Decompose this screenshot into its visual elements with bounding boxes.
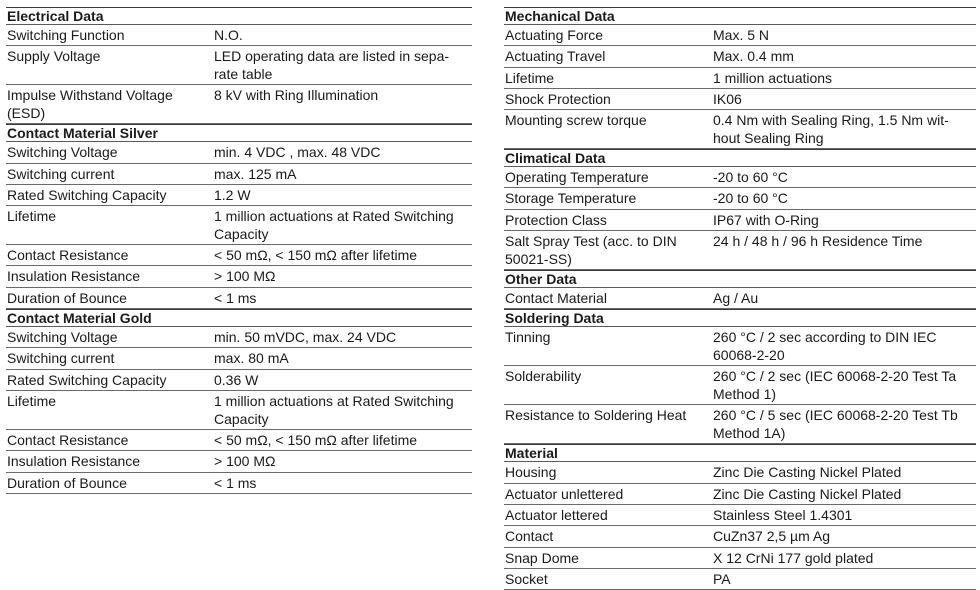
spec-value: -20 to 60 °C	[713, 169, 788, 186]
spec-value: Max. 0.4 mm	[713, 48, 794, 65]
spec-row	[6, 164, 472, 185]
spec-value: 1.2 W	[214, 186, 251, 203]
spec-label: Actuator unlettered	[505, 485, 624, 502]
spec-row	[504, 569, 976, 590]
spec-row	[504, 484, 976, 505]
spec-label: Rated Switching Capacity	[7, 371, 167, 388]
spec-label: Impulse Withstand Voltage (ESD)	[7, 87, 173, 122]
spec-value: -20 to 60 °C	[713, 190, 788, 207]
spec-value: Max. 5 N	[713, 27, 770, 43]
spec-value: 8 kV with Ring Illumination	[214, 87, 379, 104]
spec-row	[6, 473, 472, 494]
spec-value: LED operating data are listed in sepa- rate table	[214, 48, 450, 83]
spec-row	[6, 206, 472, 245]
spec-label: Insulation Resistance	[7, 268, 141, 285]
spec-label: Rated Switching Capacity	[7, 186, 167, 203]
spec-row	[6, 288, 472, 309]
spec-row	[504, 210, 976, 231]
spec-label: Solderability	[505, 368, 582, 385]
spec-value: Zinc Die Casting Nickel Plated	[713, 485, 902, 502]
spec-label: Duration of Bounce	[7, 289, 127, 306]
spec-value: IP67 with O-Ring	[713, 211, 819, 228]
spec-value: min. 50 mVDC, max. 24 VDC	[214, 329, 397, 346]
spec-row	[504, 288, 976, 309]
section-title-soldering-data: Soldering Data	[504, 309, 976, 327]
spec-label: Lifetime	[505, 69, 555, 86]
left-spec-column	[6, 7, 472, 494]
right-spec-column	[504, 7, 976, 590]
spec-label: Lifetime	[7, 392, 57, 409]
spec-label: Contact Resistance	[7, 431, 129, 448]
spec-row	[6, 451, 472, 472]
spec-value: > 100 MΩ	[214, 268, 276, 285]
section-title-contact-material-silver: Contact Material Silver	[6, 124, 472, 142]
section-title-other-data: Other Data	[504, 270, 976, 288]
spec-value: 260 °C / 2 sec (IEC 60068-2-20 Test Ta Method 1)	[713, 368, 957, 403]
spec-value: Stainless Steel 1.4301	[713, 506, 853, 523]
spec-row	[504, 110, 976, 149]
spec-row	[6, 430, 472, 451]
section-title-electrical-data: Electrical Data	[6, 7, 472, 25]
spec-label: Shock Protection	[505, 90, 611, 107]
spec-row	[504, 167, 976, 188]
spec-label: Actuating Force	[505, 27, 604, 43]
section-title-contact-material-gold: Contact Material Gold	[6, 309, 472, 327]
spec-row	[504, 327, 976, 366]
spec-row	[6, 46, 472, 85]
spec-label: Contact Material	[505, 290, 607, 307]
spec-value: 0.4 Nm with Sealing Ring, 1.5 Nm wit- hout Sealing Ring	[713, 112, 949, 147]
spec-value: Zinc Die Casting Nickel Plated	[713, 464, 902, 481]
spec-row	[504, 526, 976, 547]
spec-row	[6, 85, 472, 124]
spec-value: min. 4 VDC , max. 48 VDC	[214, 144, 381, 161]
section-title-material: Material	[504, 444, 976, 462]
spec-label: Switching current	[7, 350, 115, 367]
spec-row	[6, 370, 472, 391]
spec-label: Snap Dome	[505, 549, 579, 566]
spec-label: Switching Voltage	[7, 144, 118, 161]
spec-label: Storage Temperature	[505, 190, 637, 207]
spec-value: X 12 CrNi 177 gold plated	[713, 549, 874, 566]
spec-row	[504, 89, 976, 110]
spec-value: max. 80 mA	[214, 350, 289, 367]
spec-value: < 50 mΩ, < 150 mΩ after lifetime	[214, 247, 418, 264]
spec-label: Contact Resistance	[7, 247, 129, 264]
spec-row	[504, 231, 976, 270]
spec-label: Mounting screw torque	[505, 112, 647, 129]
spec-row	[504, 505, 976, 526]
spec-label: Contact	[505, 528, 554, 545]
spec-row	[6, 245, 472, 266]
spec-value: 1 million actuations	[713, 69, 833, 86]
spec-label: Operating Temperature	[505, 169, 649, 186]
spec-label: Switching Voltage	[7, 329, 118, 346]
spec-row	[6, 327, 472, 348]
spec-label: Tinning	[505, 329, 551, 346]
spec-row	[6, 25, 472, 46]
section-title-climatical-data: Climatical Data	[504, 149, 976, 167]
spec-value: < 50 mΩ, < 150 mΩ after lifetime	[214, 431, 418, 448]
spec-row	[504, 25, 976, 46]
spec-label: Socket	[505, 570, 548, 587]
spec-value: 260 °C / 2 sec according to DIN IEC 60068-2-20	[713, 329, 937, 364]
spec-value: < 1 ms	[214, 474, 257, 491]
spec-value: < 1 ms	[214, 289, 257, 306]
spec-value: 1 million actuations at Rated Switching Capacity	[214, 392, 454, 427]
spec-row	[504, 462, 976, 483]
spec-row	[504, 188, 976, 209]
spec-row	[6, 185, 472, 206]
spec-label: Duration of Bounce	[7, 474, 127, 491]
spec-value: > 100 MΩ	[214, 453, 276, 470]
spec-row	[504, 68, 976, 89]
spec-label: Switching current	[7, 165, 115, 182]
spec-label: Protection Class	[505, 211, 607, 228]
spec-label: Resistance to Soldering Heat	[505, 407, 687, 424]
section-title-mechanical-data: Mechanical Data	[504, 7, 976, 25]
spec-label: Salt Spray Test (acc. to DIN 50021-SS)	[505, 233, 677, 268]
spec-value: 1 million actuations at Rated Switching Capacity	[214, 208, 454, 243]
spec-label: Lifetime	[7, 208, 57, 225]
spec-label: Actuating Travel	[505, 48, 606, 65]
spec-value: 0.36 W	[214, 371, 259, 388]
spec-label: Switching Function	[7, 27, 125, 43]
spec-value: CuZn37 2,5 µm Ag	[713, 528, 831, 545]
spec-row	[504, 405, 976, 444]
spec-value: N.O.	[214, 27, 243, 43]
spec-label: Insulation Resistance	[7, 453, 141, 470]
spec-value: IK06	[713, 90, 742, 107]
spec-value: PA	[713, 570, 731, 587]
spec-row	[504, 46, 976, 67]
spec-label: Supply Voltage	[7, 48, 101, 65]
spec-row	[6, 266, 472, 287]
spec-value: 24 h / 48 h / 96 h Residence Time	[713, 233, 923, 250]
spec-label: Housing	[505, 464, 557, 481]
spec-row	[6, 391, 472, 430]
spec-label: Actuator lettered	[505, 506, 608, 523]
spec-value: max. 125 mA	[214, 165, 297, 182]
spec-row	[504, 366, 976, 405]
spec-value: 260 °C / 5 sec (IEC 60068-2-20 Test Tb Method 1A)	[713, 407, 958, 442]
spec-row	[504, 548, 976, 569]
spec-value: Ag / Au	[713, 290, 759, 307]
spec-row	[6, 142, 472, 163]
spec-row	[6, 348, 472, 369]
